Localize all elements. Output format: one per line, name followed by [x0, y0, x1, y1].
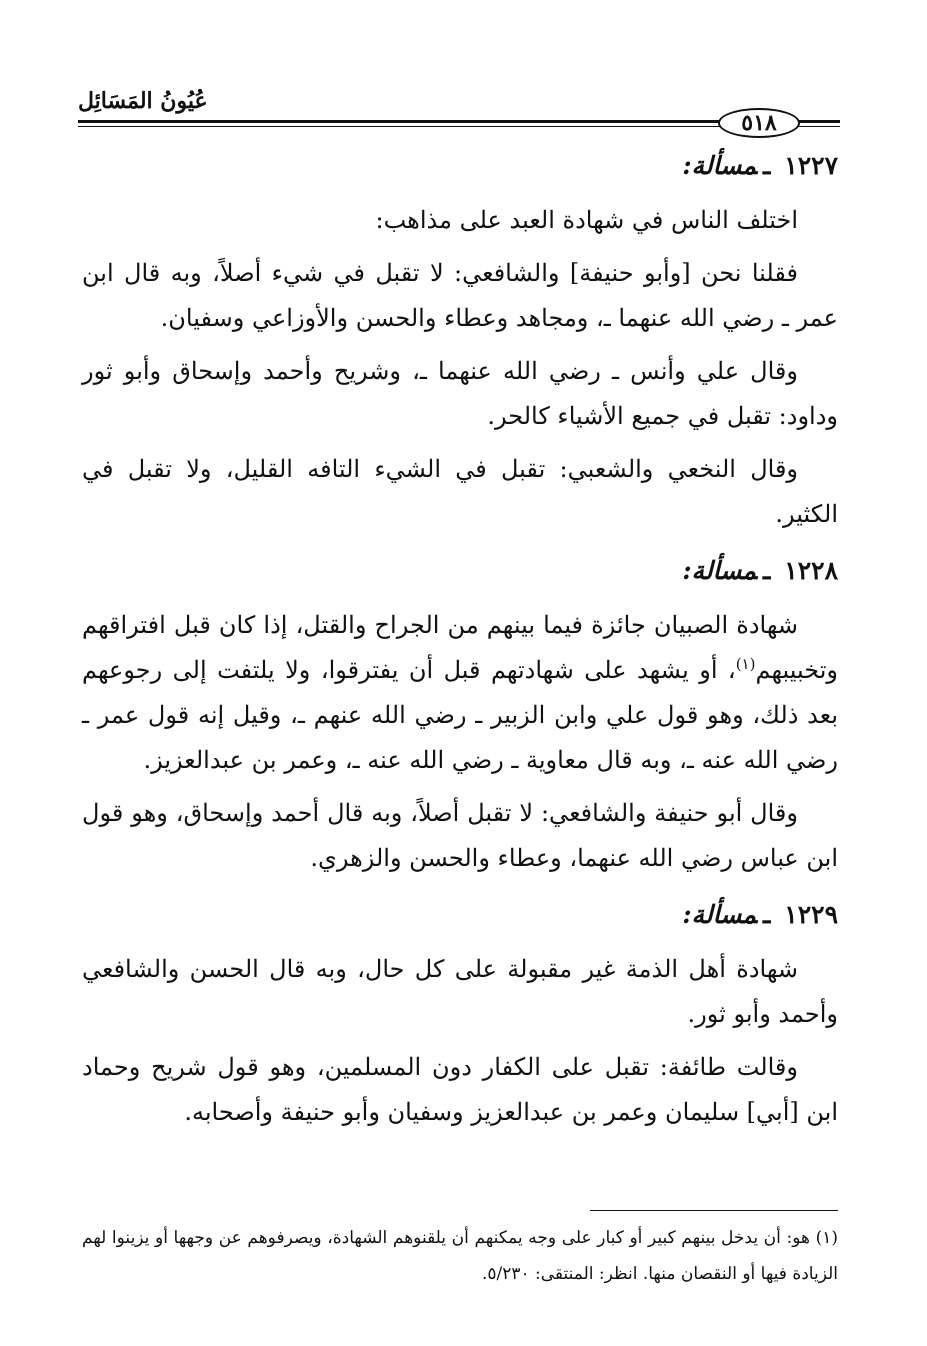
book-title: عُيُونُ المَسَائِل [78, 88, 208, 114]
question-label: مسألة: [682, 151, 757, 180]
footnote-text: هو: أن يدخل بينهم كبير أو كبار على وجه يمكنهم أن يلقنوهم الشهادة، ويصرفوهم عن وجهها أو يزينوا لهم الزيادة فيها أو النقصان منها. انظر: المنتقى: ٥/٢٣٠. [82, 1228, 838, 1284]
paragraph: اختلف الناس في شهادة العبد على مذاهب: [375, 206, 798, 234]
page-number: ٥١٨ [718, 108, 800, 138]
paragraph: وقال النخعي والشعبي: تقبل في الشيء التافه القليل، ولا تقبل في الكثير. [82, 455, 838, 528]
paragraph-text: ، أو يشهد على شهادتهم قبل أن يفترقوا، ولا يلتفت إلى رجوعهم بعد ذلك، وهو قول علي وابن الزبير ـ رضي الله عنهم ـ، وقيل إنه قول عمر ـ رضي الله عنه ـ، وبه قال معاوية ـ رضي الله عنه ـ، وعمر بن عبدالعزيز. [82, 656, 838, 774]
paragraph: وقال أبو حنيفة والشافعي: لا تقبل أصلاً، وبه قال أحمد وإسحاق، وهو قول ابن عباس رضي الله عنهما، وعطاء والحسن والزهري. [82, 799, 838, 872]
question-number: ١٢٢٨ [784, 556, 838, 585]
question-number: ١٢٢٩ [784, 900, 838, 929]
paragraph-text: شهادة الصبيان جائزة فيما بينهم من الجراح والقتل، إذا كان قبل افتراقهم وتخبيبهم [82, 611, 838, 684]
question-number: ١٢٢٧ [784, 151, 838, 180]
question-label: مسألة: [682, 556, 757, 585]
paragraph: وقال علي وأنس ـ رضي الله عنهما ـ، وشريح وأحمد وإسحاق وأبو ثور وداود: تقبل في جميع الأشياء كالحر. [82, 357, 838, 430]
footnote [82, 1220, 838, 1292]
heading-separator: ـ [762, 151, 771, 180]
paragraph [82, 603, 838, 783]
footnote-separator [590, 1210, 838, 1211]
footnote-reference[interactable]: (١) [735, 655, 756, 673]
question-heading [82, 895, 838, 935]
page-body [82, 140, 838, 1143]
question-label: مسألة: [682, 900, 757, 929]
page-header [78, 88, 840, 134]
question-heading [82, 551, 838, 591]
heading-separator: ـ [762, 900, 771, 929]
header-rule-thick [78, 120, 728, 123]
paragraph: شهادة أهل الذمة غير مقبولة على كل حال، وبه قال الحسن والشافعي وأحمد وأبو ثور. [82, 955, 838, 1028]
header-rule-thin [78, 126, 728, 127]
heading-separator: ـ [762, 556, 771, 585]
paragraph: فقلنا نحن [وأبو حنيفة] والشافعي: لا تقبل في شيء أصلاً، وبه قال ابن عمر ـ رضي الله عنهما ـ، ومجاهد وعطاء والحسن والأوزاعي وسفيان. [82, 259, 838, 332]
footnote-marker: (١) [815, 1228, 838, 1248]
question-heading [82, 146, 838, 186]
paragraph: وقالت طائفة: تقبل على الكفار دون المسلمين، وهو قول شريح وحماد ابن [أبي] سليمان وعمر بن عبدالعزيز وسفيان وأبو حنيفة وأصحابه. [82, 1053, 838, 1126]
